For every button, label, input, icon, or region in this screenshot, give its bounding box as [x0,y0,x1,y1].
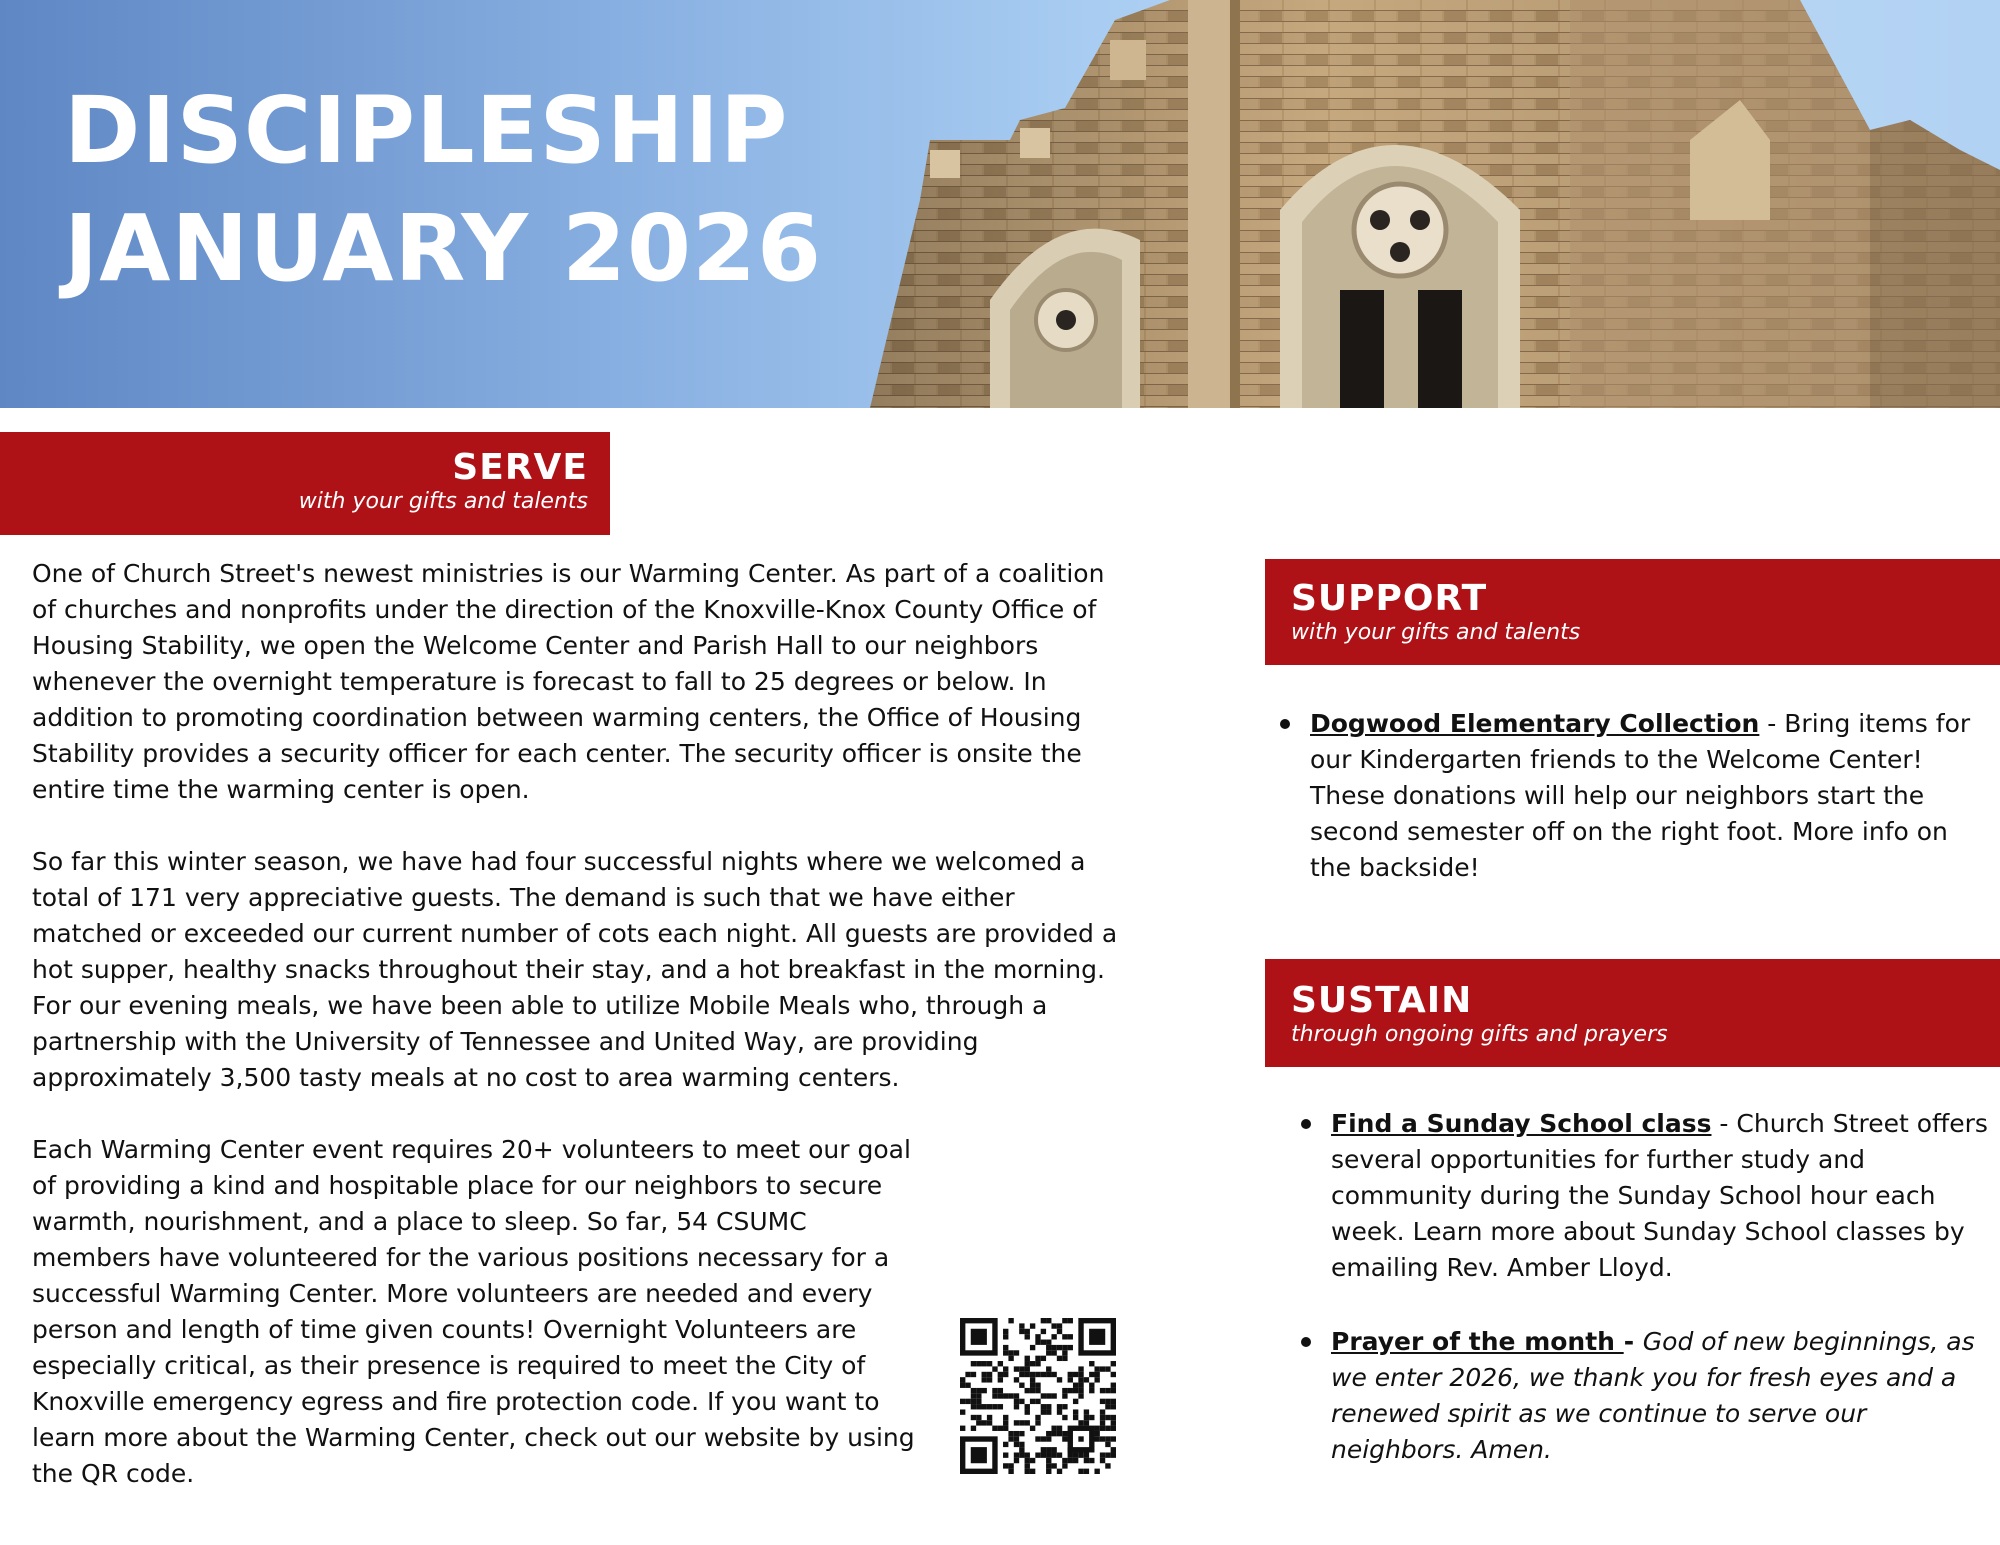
qr-code-icon [960,1318,1116,1474]
bullet-icon [1301,1337,1311,1347]
support-list [1310,706,1980,924]
list-item-separator: - [1623,1327,1643,1356]
church-tower-image [870,0,2000,408]
bullet-icon [1280,719,1290,729]
prayer-text: God of new beginnings, as we enter 2026, we thank you for fresh eyes and a renewed spirit as we continue to serve our neighbors. Amen. [1331,1327,1975,1464]
serve-subtitle: with your gifts and talents [298,489,588,514]
page-title-line1: DISCIPLESHIP [64,77,789,184]
sustain-section-header [1265,959,2000,1067]
sunday-school-link[interactable]: Find a Sunday School class [1331,1109,1712,1138]
list-item-text: - Bring items for our Kindergarten friends to the Welcome Center! These donations will help our neighbors start the second semester off on the right foot. More info on the backside! [1310,709,1971,882]
dogwood-collection-link[interactable]: Dogwood Elementary Collection [1310,709,1760,738]
page-title [64,72,822,308]
serve-paragraph-1: One of Church Street's newest ministries is our Warming Center. As part of a coalition of churches and nonprofits under the direction of the Knoxville-Knox County Office of Housing Stability, we open the Welcome Center and Parish Hall to our neighbors whenever the overnight temperature is forecast to fall to 25 degrees or below. In addition to promoting coordination between warming centers, the Office of Housing Stability provides a security officer for each center. The security officer is onsite the entire time the warming center is open. [32,559,1105,804]
support-subtitle: with your gifts and talents [1291,620,1581,645]
page-title-line2: JANUARY 2026 [64,195,823,302]
sustain-list [1331,1106,1991,1506]
serve-paragraph-2: So far this winter season, we have had four successful nights where we welcomed a total of 171 very appreciative guests. The demand is such that we have either matched or exceeded our current number of cots each night. All guests are provided a hot supper, healthy snacks throughout their stay, and a hot breakfast in the morning. For our evening meals, we have been able to utilize Mobile Meals who, through a partnership with the University of Tennessee and United Way, are providing approximately 3,500 tasty meals at no cost to area warming centers. [32,847,1118,1092]
list-item [1331,1106,1991,1286]
list-item [1331,1324,1991,1468]
sustain-title: SUSTAIN [1291,980,1473,1021]
serve-body [32,556,1122,1492]
serve-paragraph-3: Each Warming Center event requires 20+ volunteers to meet our goal of providing a kind and hospitable place for our neighbors to secure warmth, nourishment, and a place to sleep. So far, 54 CSUMC members have volunteered for the various positions necessary for a successful Warming Center. More volunteers are needed and every person and length of time given counts! Overnight Volunteers are especially critical, as their presence is required to meet the City of Knoxville emergency egress and fire protection code. If you want to learn more about the Warming Center, check out our website by using the QR code. [32,1135,915,1488]
qr-code[interactable] [960,1318,1116,1474]
list-item [1310,706,1980,886]
sustain-subtitle: through ongoing gifts and prayers [1291,1022,1668,1047]
serve-paragraph-3-wrap [32,1132,1122,1492]
support-title: SUPPORT [1291,578,1488,619]
serve-section-header [0,432,610,535]
prayer-of-month-link[interactable]: Prayer of the month [1331,1327,1624,1356]
support-section-header [1265,559,2000,665]
header-banner [0,0,2000,408]
serve-title: SERVE [452,447,588,488]
list-item-text: - Church Street offers several opportunities for further study and community during the Sunday School hour each week. Learn more about Sunday School classes by emailing Rev. Amber Lloyd. [1331,1109,1988,1282]
bullet-icon [1301,1119,1311,1129]
